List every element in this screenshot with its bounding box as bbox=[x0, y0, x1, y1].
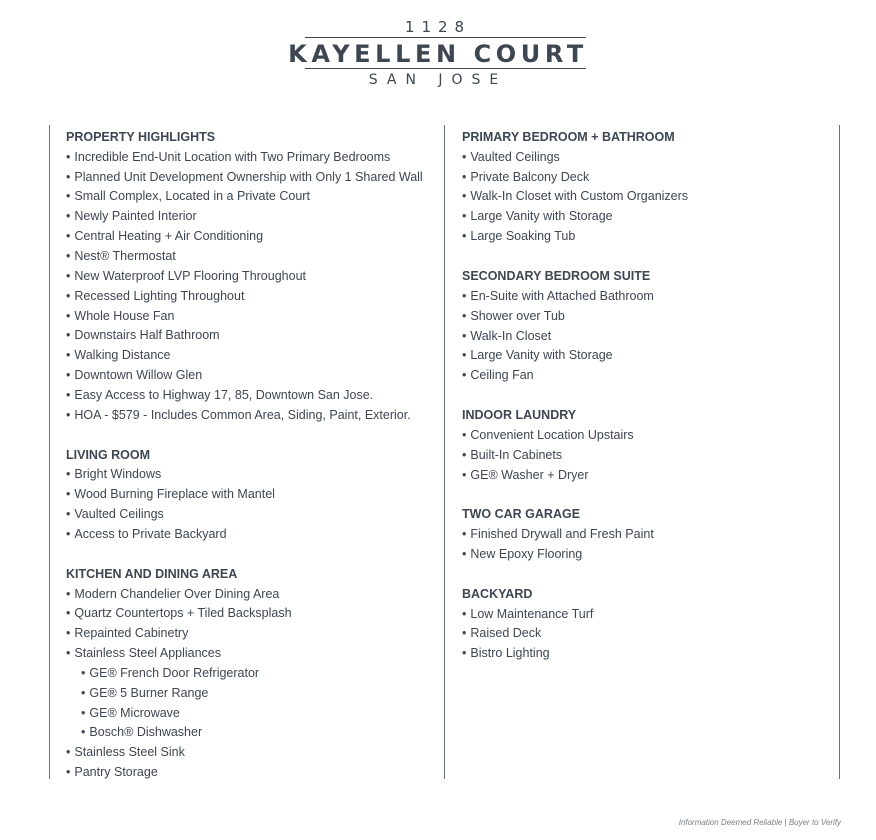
list-item-text: Small Complex, Located in a Private Court bbox=[74, 189, 310, 204]
left-column bbox=[66, 128, 438, 803]
list-item-text: Walk-In Closet with Custom Organizers bbox=[470, 189, 689, 204]
list-item-text: Vaulted Ceilings bbox=[470, 149, 560, 164]
list-item-text: Planned Unit Development Ownership with Only 1 Shared Wall bbox=[74, 169, 423, 184]
list-item-text: Built-In Cabinets bbox=[470, 447, 563, 462]
bullet-icon: • bbox=[66, 526, 71, 541]
sub-list-item bbox=[66, 664, 438, 684]
bullet-icon: • bbox=[66, 487, 71, 502]
feature-list bbox=[462, 525, 834, 565]
bullet-icon: • bbox=[462, 606, 467, 621]
section-title: TWO CAR GARAGE bbox=[462, 507, 581, 522]
list-item-text: Downstairs Half Bathroom bbox=[74, 328, 220, 343]
section-title: LIVING ROOM bbox=[66, 447, 151, 462]
bullet-icon: • bbox=[66, 209, 71, 224]
list-item bbox=[66, 505, 438, 525]
list-item-text: GE® 5 Burner Range bbox=[89, 685, 209, 700]
list-item-text: Incredible End-Unit Location with Two Primary Bedrooms bbox=[74, 149, 391, 164]
feature-list bbox=[462, 426, 834, 486]
list-item-text: Bistro Lighting bbox=[470, 646, 550, 661]
bullet-icon: • bbox=[66, 467, 71, 482]
list-item bbox=[66, 465, 438, 485]
bullet-icon: • bbox=[462, 527, 467, 542]
list-item bbox=[462, 366, 834, 386]
bullet-icon: • bbox=[462, 646, 467, 661]
bullet-icon: • bbox=[462, 626, 467, 641]
section-two-car-garage bbox=[462, 505, 834, 564]
list-item bbox=[462, 346, 834, 366]
list-item bbox=[462, 168, 834, 188]
bullet-icon: • bbox=[66, 507, 71, 522]
bullet-icon: • bbox=[66, 328, 71, 343]
column-divider-middle bbox=[444, 125, 445, 779]
bullet-icon: • bbox=[462, 547, 467, 561]
list-item bbox=[462, 466, 834, 486]
column-divider-left bbox=[49, 125, 50, 779]
section-living-room bbox=[66, 446, 438, 545]
list-item-text: Raised Deck bbox=[470, 626, 542, 641]
section-backyard bbox=[462, 585, 834, 664]
section-secondary-bedroom-suite bbox=[462, 267, 834, 386]
list-item bbox=[462, 426, 834, 446]
bullet-icon: • bbox=[66, 308, 71, 323]
list-item bbox=[66, 287, 438, 307]
list-item bbox=[66, 168, 438, 188]
bullet-icon: • bbox=[66, 765, 71, 780]
list-item-text: Walk-In Closet bbox=[470, 328, 552, 343]
list-item-text: En-Suite with Attached Bathroom bbox=[470, 288, 654, 303]
list-item-text: Pantry Storage bbox=[74, 765, 158, 780]
address-number: 1128 bbox=[404, 18, 472, 36]
header-rule-bottom bbox=[305, 68, 586, 69]
section-title: BACKYARD bbox=[462, 586, 533, 601]
bullet-icon: • bbox=[462, 348, 467, 363]
bullet-icon: • bbox=[462, 169, 467, 184]
list-item bbox=[66, 207, 438, 227]
bullet-icon: • bbox=[66, 348, 71, 363]
list-item bbox=[66, 525, 438, 545]
list-item-text: New Waterproof LVP Flooring Throughout bbox=[74, 268, 306, 283]
bullet-icon: • bbox=[66, 249, 71, 264]
list-item bbox=[66, 604, 438, 624]
column-divider-right bbox=[839, 125, 840, 779]
list-item bbox=[462, 187, 834, 207]
list-item bbox=[66, 386, 438, 406]
list-item-text: Low Maintenance Turf bbox=[470, 606, 594, 621]
list-item-text: Modern Chandelier Over Dining Area bbox=[74, 586, 280, 601]
disclaimer: Information Deemed Reliable | Buyer to Verify bbox=[678, 818, 841, 827]
feature-list bbox=[66, 465, 438, 544]
list-item-text: Stainless Steel Appliances bbox=[74, 646, 222, 661]
feature-list bbox=[462, 287, 834, 386]
list-item-text: Ceiling Fan bbox=[470, 368, 534, 383]
list-item bbox=[66, 307, 438, 327]
list-item bbox=[66, 247, 438, 267]
bullet-icon: • bbox=[81, 725, 86, 740]
list-item-text: Large Vanity with Storage bbox=[470, 209, 613, 224]
bullet-icon: • bbox=[66, 606, 71, 621]
bullet-icon: • bbox=[66, 626, 71, 641]
bullet-icon: • bbox=[462, 328, 467, 343]
list-item-text: Large Vanity with Storage bbox=[470, 348, 613, 363]
bullet-icon: • bbox=[66, 368, 71, 383]
bullet-icon: • bbox=[462, 467, 467, 482]
list-item bbox=[462, 148, 834, 168]
section-indoor-laundry bbox=[462, 406, 834, 485]
list-item bbox=[462, 207, 834, 227]
list-item bbox=[462, 605, 834, 625]
list-item-text: Whole House Fan bbox=[74, 308, 175, 323]
list-item-text: Vaulted Ceilings bbox=[74, 507, 164, 522]
feature-list bbox=[462, 605, 834, 665]
bullet-icon: • bbox=[66, 189, 71, 204]
list-item bbox=[66, 624, 438, 644]
section-title: PRIMARY BEDROOM + BATHROOM bbox=[462, 130, 675, 144]
bullet-icon: • bbox=[66, 169, 71, 184]
list-item-text: GE® French Door Refrigerator bbox=[89, 665, 260, 680]
list-item bbox=[66, 187, 438, 207]
list-item-text: Easy Access to Highway 17, 85, Downtown San Jose. bbox=[74, 387, 374, 402]
bullet-icon: • bbox=[462, 149, 467, 164]
list-item bbox=[66, 267, 438, 287]
list-item bbox=[462, 227, 834, 247]
bullet-icon: • bbox=[66, 229, 71, 244]
list-item-text: Recessed Lighting Throughout bbox=[74, 288, 245, 303]
bullet-icon: • bbox=[66, 268, 71, 283]
list-item-text: Shower over Tub bbox=[470, 308, 565, 323]
bullet-icon: • bbox=[66, 407, 71, 422]
list-item-text: Walking Distance bbox=[74, 348, 171, 363]
list-item bbox=[462, 287, 834, 307]
bullet-icon: • bbox=[66, 288, 71, 303]
list-item-text: Private Balcony Deck bbox=[470, 169, 590, 184]
feature-list bbox=[66, 585, 438, 783]
street-name: KAYELLEN COURT bbox=[288, 40, 588, 68]
list-item bbox=[462, 446, 834, 466]
list-item bbox=[66, 763, 438, 783]
list-item-text: Convenient Location Upstairs bbox=[470, 427, 634, 442]
list-item-text: Downtown Willow Glen bbox=[74, 368, 203, 383]
bullet-icon: • bbox=[462, 189, 467, 204]
list-item bbox=[66, 644, 438, 664]
bullet-icon: • bbox=[66, 745, 71, 760]
list-item bbox=[66, 585, 438, 605]
bullet-icon: • bbox=[462, 209, 467, 224]
list-item-text: Access to Private Backyard bbox=[74, 526, 227, 541]
bullet-icon: • bbox=[462, 229, 467, 244]
list-item-text: Newly Painted Interior bbox=[74, 209, 197, 224]
bullet-icon: • bbox=[81, 665, 86, 680]
list-item-text: Repainted Cabinetry bbox=[74, 626, 189, 641]
bullet-icon: • bbox=[462, 368, 467, 383]
city-name: SAN JOSE bbox=[368, 72, 508, 88]
feature-list bbox=[462, 148, 834, 247]
right-column bbox=[462, 128, 834, 684]
bullet-icon: • bbox=[66, 646, 71, 661]
list-item bbox=[462, 327, 834, 347]
list-item-text: Bright Windows bbox=[74, 467, 162, 482]
list-item-text: GE® Washer + Dryer bbox=[470, 467, 589, 482]
header-rule-top bbox=[305, 37, 586, 38]
list-item-text: Stainless Steel Sink bbox=[74, 745, 185, 760]
list-item-text: HOA - $579 - Includes Common Area, Siding, Paint, Exterior. bbox=[74, 407, 411, 422]
section-primary-bedroom-bathroom bbox=[462, 128, 834, 247]
list-item-text: Nest® Thermostat bbox=[74, 249, 176, 264]
section-title: SECONDARY BEDROOM SUITE bbox=[462, 269, 651, 284]
list-item bbox=[66, 366, 438, 386]
section-kitchen-and-dining-area bbox=[66, 565, 438, 783]
bullet-icon: • bbox=[462, 288, 467, 303]
list-item bbox=[66, 406, 438, 426]
section-title: INDOOR LAUNDRY bbox=[462, 408, 577, 423]
section-property-highlights bbox=[66, 128, 438, 426]
list-item bbox=[66, 227, 438, 247]
bullet-icon: • bbox=[66, 586, 71, 601]
feature-list bbox=[66, 148, 438, 426]
bullet-icon: • bbox=[462, 447, 467, 462]
list-item bbox=[66, 346, 438, 366]
bullet-icon: • bbox=[462, 308, 467, 323]
list-item-text: Quartz Countertops + Tiled Backsplash bbox=[74, 606, 292, 621]
bullet-icon: • bbox=[462, 427, 467, 442]
bullet-icon: • bbox=[66, 149, 71, 164]
list-item bbox=[462, 307, 834, 327]
sub-list-item bbox=[66, 704, 438, 724]
list-item bbox=[66, 148, 438, 168]
section-title: PROPERTY HIGHLIGHTS bbox=[66, 130, 216, 144]
section-title: KITCHEN AND DINING AREA bbox=[66, 566, 238, 581]
sub-list-item bbox=[66, 723, 438, 743]
list-item-text: GE® Microwave bbox=[89, 705, 180, 720]
list-item bbox=[66, 326, 438, 346]
bullet-icon: • bbox=[81, 685, 86, 700]
sub-list-item bbox=[66, 684, 438, 704]
list-item bbox=[462, 644, 834, 664]
list-item bbox=[66, 485, 438, 505]
list-item-text: New Epoxy Flooring bbox=[470, 547, 583, 561]
list-item-text: Central Heating + Air Conditioning bbox=[74, 229, 264, 244]
list-item bbox=[462, 525, 834, 545]
list-item-text: Wood Burning Fireplace with Mantel bbox=[74, 487, 275, 502]
bullet-icon: • bbox=[66, 387, 71, 402]
list-item-text: Finished Drywall and Fresh Paint bbox=[470, 527, 654, 542]
list-item-text: Large Soaking Tub bbox=[470, 229, 576, 244]
list-item bbox=[462, 624, 834, 644]
bullet-icon: • bbox=[81, 705, 86, 720]
list-item bbox=[66, 743, 438, 763]
list-item bbox=[462, 545, 834, 565]
list-item-text: Bosch® Dishwasher bbox=[89, 725, 203, 740]
